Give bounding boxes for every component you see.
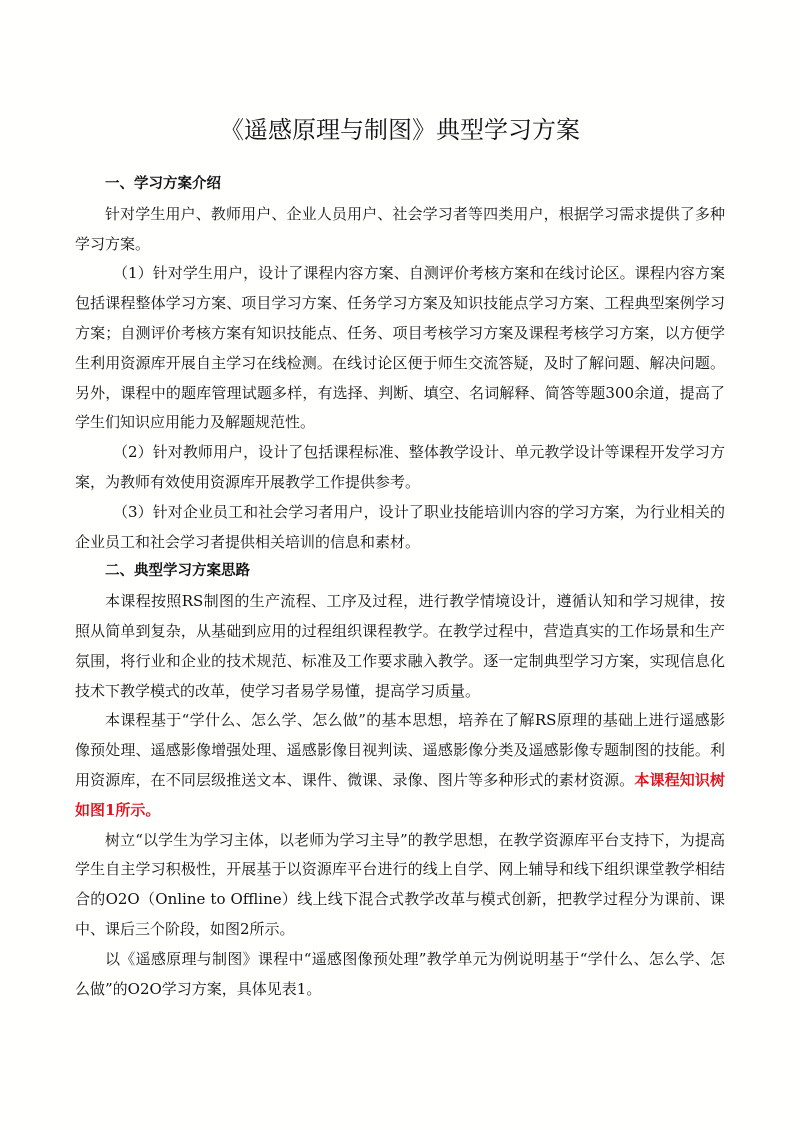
section2-paragraph-2 — [75, 706, 725, 825]
section-heading-2: 二、典型学习方案思路 — [105, 563, 250, 580]
section-heading-1: 一、学习方案介绍 — [105, 176, 221, 192]
section1-item-students: （1）针对学生用户，设计了课程内容方案、自测评价考核方案和在线讨论区。课程内容方案包括课程整体学习方案、项目学习方案、任务学习方案及知识技能点学习方案、工程典型案例学习方案；自测评价考核方案有知识技能点、任务、项目考核学习方案及课程考核学习方案，以方便学生利用资源库开展自主学习在线检测。在线讨论区便于师生交流答疑，及时了解问题、解决问题。另外，课程中的题库管理试题多样，有选择、判断、填空、名词解释、简答等题300余道，提高了学生们知识应用能力及解题规范性。 — [75, 264, 725, 432]
page-title: 《遥感原理与制图》典型学习方案 — [220, 116, 580, 144]
section2-paragraph-4: 以《遥感原理与制图》课程中“遥感图像预处理”教学单元为例说明基于“学什么、怎么学、怎么做”的O2O学习方案，具体见表1。 — [75, 949, 725, 998]
section2-paragraph-1: 本课程按照RS制图的生产流程、工序及过程，进行教学情境设计，遵循认知和学习规律，按照从简单到复杂，从基础到应用的过程组织课程教学。在教学过程中，营造真实的工作场景和生产氛围，将行业和企业的技术规范、标准及工作要求融入教学。逐一定制典型学习方案，实现信息化技术下教学模式的改革，使学习者易学易懂，提高学习质量。 — [75, 592, 725, 700]
section2-paragraph-3: 树立“以学生为学习主体，以老师为学习主导”的教学思想，在教学资源库平台支持下，为提高学生自主学习积极性，开展基于以资源库平台进行的线上自学、网上辅导和线下组织课堂教学相结合的O2O（Online to Offline）线上线下混合式教学改革与模式创新，把教学过程分为课前、课中、课后三个阶段，如图2所示。 — [75, 830, 725, 938]
section1-intro: 针对学生用户、教师用户、企业人员用户、社会学习者等四类用户，根据学习需求提供了多种学习方案。 — [75, 204, 725, 253]
section2-paragraph-2-text: 本课程基于“学什么、怎么学、怎么做”的基本思想，培养在了解RS原理的基础上进行遥感影像预处理、遥感影像增强处理、遥感影像目视判读、遥感影像分类及遥感影像专题制图的技能。利用资源库，在不同层级推送文本、课件、微课、录像、图片等多种形式的素材资源。 — [75, 711, 725, 789]
section1-item-enterprise: （3）针对企业员工和社会学习者用户，设计了职业技能培训内容的学习方案，为行业相关的企业员工和社会学习者提供相关培训的信息和素材。 — [75, 502, 725, 551]
document-body — [75, 170, 725, 1004]
knowledge-tree-highlight: 本课程知识树如图1所示。 — [75, 770, 725, 819]
section1-item-teachers: （2）针对教师用户，设计了包括课程标准、整体教学设计、单元教学设计等课程开发学习方案，为教师有效使用资源库开展教学工作提供参考。 — [75, 443, 725, 491]
